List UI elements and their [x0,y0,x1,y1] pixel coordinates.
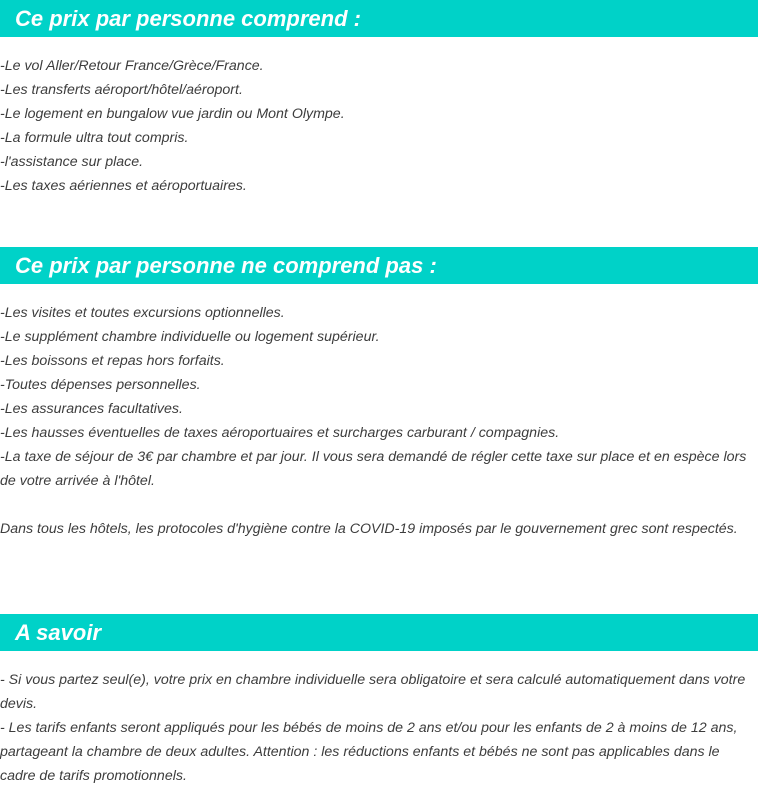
list-item: -Les boissons et repas hors forfaits. [0,353,225,369]
list-item: -Les hausses éventuelles de taxes aéroportuaires et surcharges carburant / compagnies. [0,425,560,441]
list-item: -l'assistance sur place. [0,154,144,170]
section-title-good-to-know: A savoir [0,614,758,651]
covid-note: Dans tous les hôtels, les protocoles d'hygiène contre la COVID-19 imposés par le gouvernement grec sont respectés. [0,521,738,537]
section-included [0,0,758,198]
list-item: - Les tarifs enfants seront appliqués pour les bébés de moins de 2 ans et/ou pour les enfants de 2 à moins de 12 ans, partageant la chambre de deux adultes. Attention : les réductions enfants et bébés ne sont pas applicables dans le cadre de tarifs promotionnels. [0,720,738,784]
list-item: -Le vol Aller/Retour France/Grèce/France. [0,58,264,74]
section-title-not-included: Ce prix par personne ne comprend pas : [0,247,758,284]
list-item: -Toutes dépenses personnelles. [0,377,201,393]
list-item: -Le logement en bungalow vue jardin ou Mont Olympe. [0,106,345,122]
included-list [0,54,758,198]
section-title-included: Ce prix par personne comprend : [0,0,758,37]
list-item: - Si vous partez seul(e), votre prix en chambre individuelle sera obligatoire et sera calculé automatiquement dans votre devis. [0,672,746,712]
not-included-list [0,301,758,493]
section-not-included [0,247,758,541]
list-item: -Les taxes aériennes et aéroportuaires. [0,178,247,194]
list-item: -La taxe de séjour de 3€ par chambre et par jour. Il vous sera demandé de régler cette taxe sur place et en espèce lors de votre arrivée à l'hôtel. [0,449,747,489]
list-item: -La formule ultra tout compris. [0,130,189,146]
list-item: -Les transferts aéroport/hôtel/aéroport. [0,82,243,98]
good-to-know-list [0,668,758,788]
section-good-to-know [0,614,758,788]
list-item: -Les assurances facultatives. [0,401,183,417]
list-item: -Le supplément chambre individuelle ou logement supérieur. [0,329,380,345]
list-item: -Les visites et toutes excursions optionnelles. [0,305,285,321]
